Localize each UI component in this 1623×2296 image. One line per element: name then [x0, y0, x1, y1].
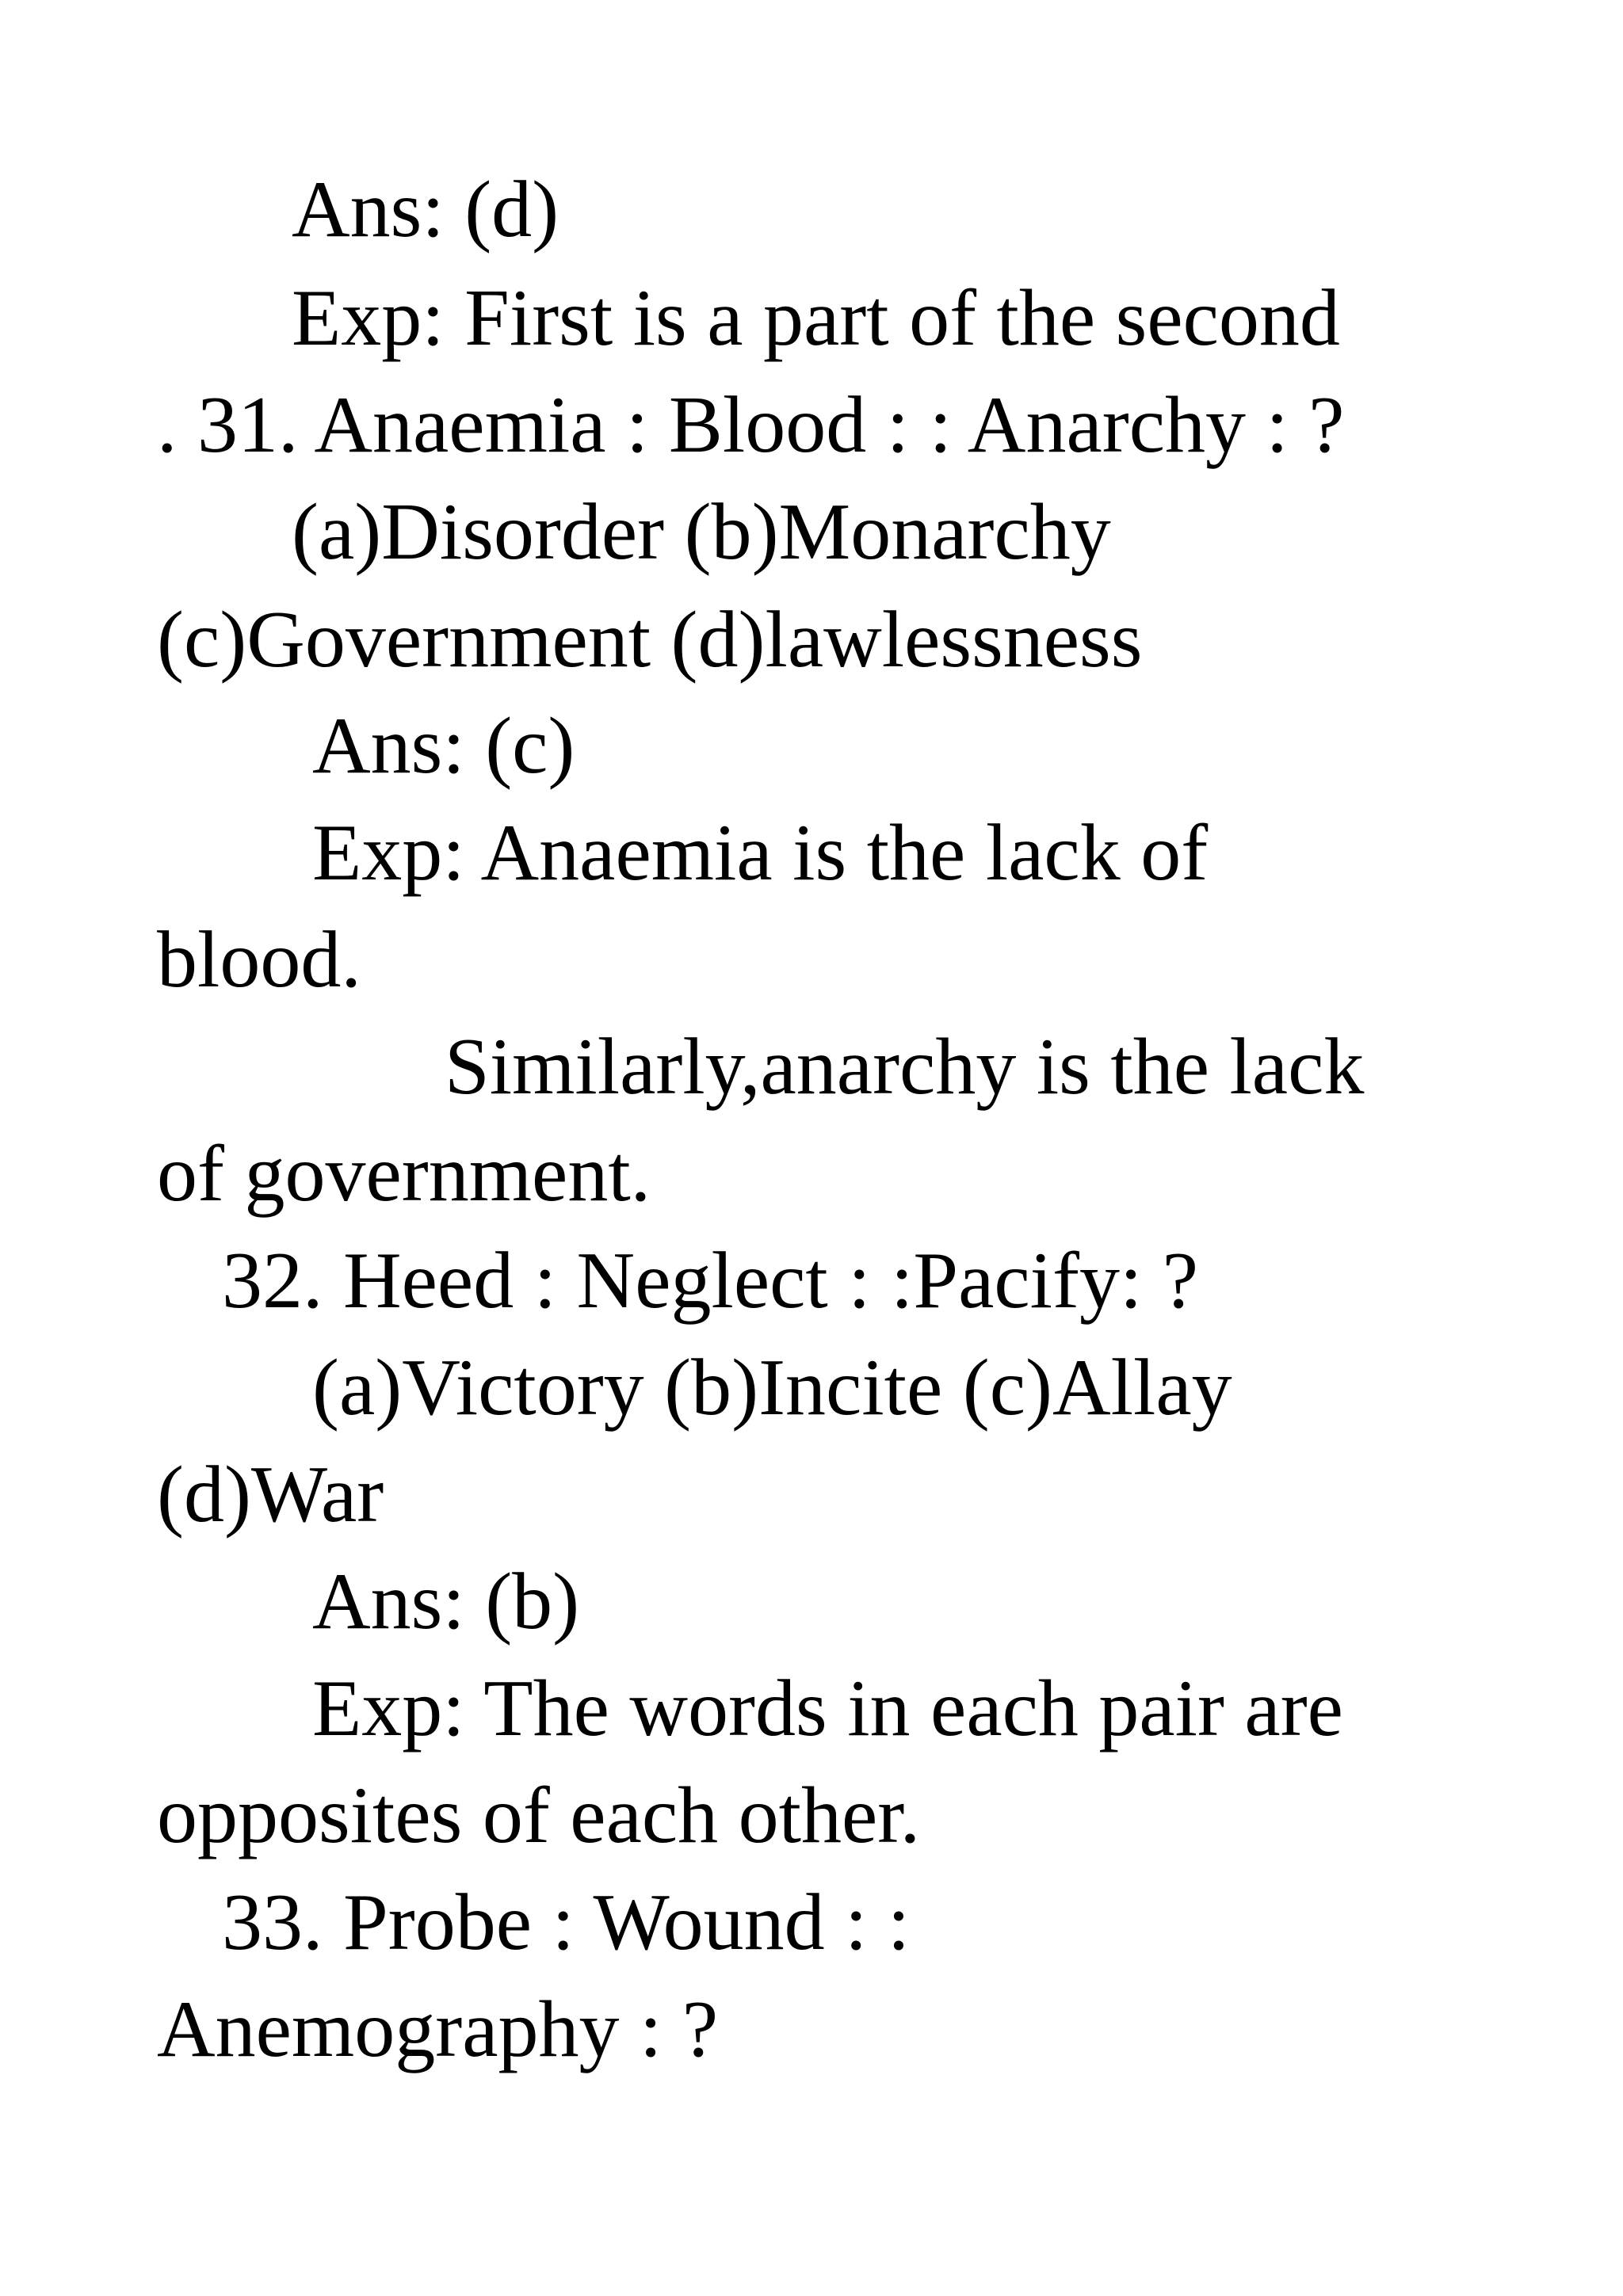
options-line: (a)Victory (b)Incite (c)Allay: [312, 1343, 1232, 1432]
explanation-line: opposites of each other.: [157, 1771, 921, 1860]
options-line: (a)Disorder (b)Monarchy: [292, 487, 1111, 577]
question-32: 32. Heed : Neglect : :Pacify: ?: [222, 1236, 1199, 1325]
question-33: 33. Probe : Wound : :: [222, 1878, 911, 1967]
question-31: . 31. Anaemia : Blood : : Anarchy : ?: [157, 380, 1345, 470]
answer-line: Ans: (c): [312, 701, 575, 791]
explanation-line: blood.: [157, 915, 361, 1005]
explanation-line: Similarly,anarchy is the lack: [445, 1022, 1365, 1112]
explanation-line: Exp: First is a part of the second: [292, 273, 1340, 363]
question-line: Anemography : ?: [157, 1985, 719, 2074]
answer-line: Ans: (d): [292, 165, 559, 254]
options-line: (c)Government (d)lawlessness: [157, 595, 1143, 685]
explanation-line: of government.: [157, 1129, 651, 1219]
answer-line: Ans: (b): [312, 1557, 580, 1646]
options-line: (d)War: [157, 1450, 384, 1539]
explanation-line: Exp: The words in each pair are: [312, 1664, 1343, 1753]
explanation-line: Exp: Anaemia is the lack of: [312, 808, 1209, 898]
